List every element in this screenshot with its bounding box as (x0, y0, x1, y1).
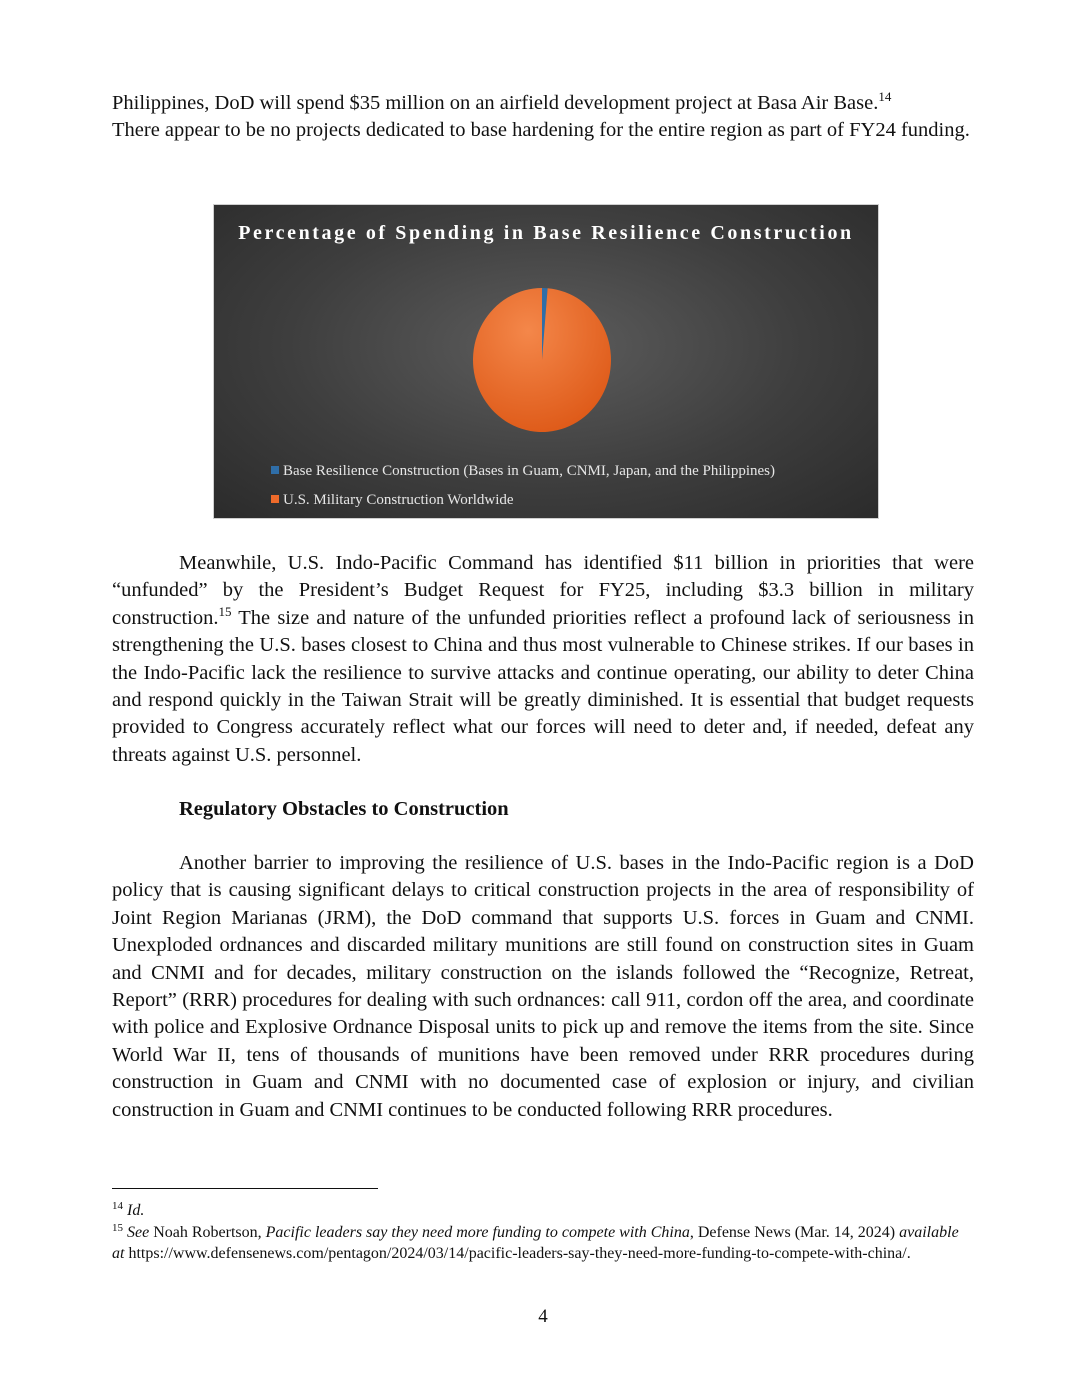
legend-swatch-blue (271, 466, 279, 474)
pie-chart (213, 204, 879, 519)
footnote-ref-15[interactable]: 15 (218, 603, 232, 619)
footnote-source: , Defense News (Mar. 14, 2024) (689, 1223, 900, 1241)
footnote-15 (112, 1222, 974, 1265)
footnote-number: 15 (112, 1221, 123, 1234)
footnote-article-title: Pacific leaders say they need more funding to compete with China (265, 1223, 690, 1241)
footnote-ref-14[interactable]: 14 (878, 89, 892, 104)
footnote-divider (112, 1188, 378, 1189)
page-number: 4 (538, 1306, 548, 1327)
footnote-number: 14 (112, 1200, 123, 1212)
footnote-14 (112, 1200, 974, 1222)
legend-label-base-resilience: Base Resilience Construction (Bases in Guam, CNMI, Japan, and the Philippines) (283, 463, 776, 479)
legend-label-worldwide: U.S. Military Construction Worldwide (283, 492, 514, 508)
paragraph-2-text-b: The size and nature of the unfunded priorities reflect a profound lack of seriousness in strengthening the U.S. bases closest to China and thus most vulnerable to Chinese strikes. If our bases in the Indo-Pacific lack the resilience to survive attacks and continue operating, our ability to deter China and respond quickly in the Taiwan Strait will be greatly diminished. It is essential that budget requests provided to Congress accurately reflect what our forces will need to deter and, if needed, defeat any threats against U.S. personnel. (112, 606, 974, 766)
footnote-author: Noah Robertson, (149, 1223, 266, 1241)
paragraph-2 (112, 550, 974, 769)
footnote-available-at: available at (112, 1223, 959, 1262)
footnote-id: Id. (127, 1202, 145, 1219)
paragraph-1-text: Philippines, DoD will spend $35 million on an airfield development project at Basa Air Base. (112, 92, 879, 114)
legend-item-base-resilience (271, 457, 775, 486)
chart-title: Percentage of Spending in Base Resilience Construction (238, 222, 854, 244)
paragraph-1-rest: There appear to be no projects dedicated to base hardening for the entire region as part of FY24 funding. (112, 119, 970, 142)
footnote-url-link[interactable]: https://www.defensenews.com/pentagon/2024/03/14/pacific-leaders-say-they-need-more-funding-to-compete-with-china/. (124, 1245, 911, 1262)
chart-legend (271, 457, 775, 515)
section-heading: Regulatory Obstacles to Construction (179, 798, 509, 820)
paragraph-2-text-a: Meanwhile, U.S. Indo-Pacific Command has identified $11 billion in priorities that were “unfunded” by the President’s Budget Request for FY25, including $3.3 billion in military construction. (112, 552, 974, 629)
paragraph-3: Another barrier to improving the resilience of U.S. bases in the Indo-Pacific region is a DoD policy that is causing significant delays to critical construction projects in the area of responsibility of Joint Region Marianas (JRM), the DoD command that supports U.S. forces in Guam and CNMI. Unexploded ordnances and discarded military munitions are still found on construction sites in Guam and CNMI and for decades, military construction on the islands followed the “Recognize, Retreat, Report” (RRR) procedures for dealing with such ordnances: call 911, cordon off the area, and coordinate with police and Explosive Ordnance Disposal units to pick up and remove the items from the site. Since World War II, tens of thousands of munitions have been removed under RRR procedures during construction in Guam and CNMI with no documented case of explosion or injury, and civilian construction in Guam and CNMI continues to be conducted following RRR procedures. (112, 852, 974, 1121)
legend-swatch-orange (271, 495, 279, 503)
paragraph-1 (112, 90, 974, 145)
pie-slice-worldwide (473, 288, 611, 432)
footnotes (112, 1200, 974, 1265)
footnote-see: See (127, 1223, 150, 1241)
legend-item-worldwide (271, 486, 775, 515)
pie-plot (472, 287, 612, 433)
